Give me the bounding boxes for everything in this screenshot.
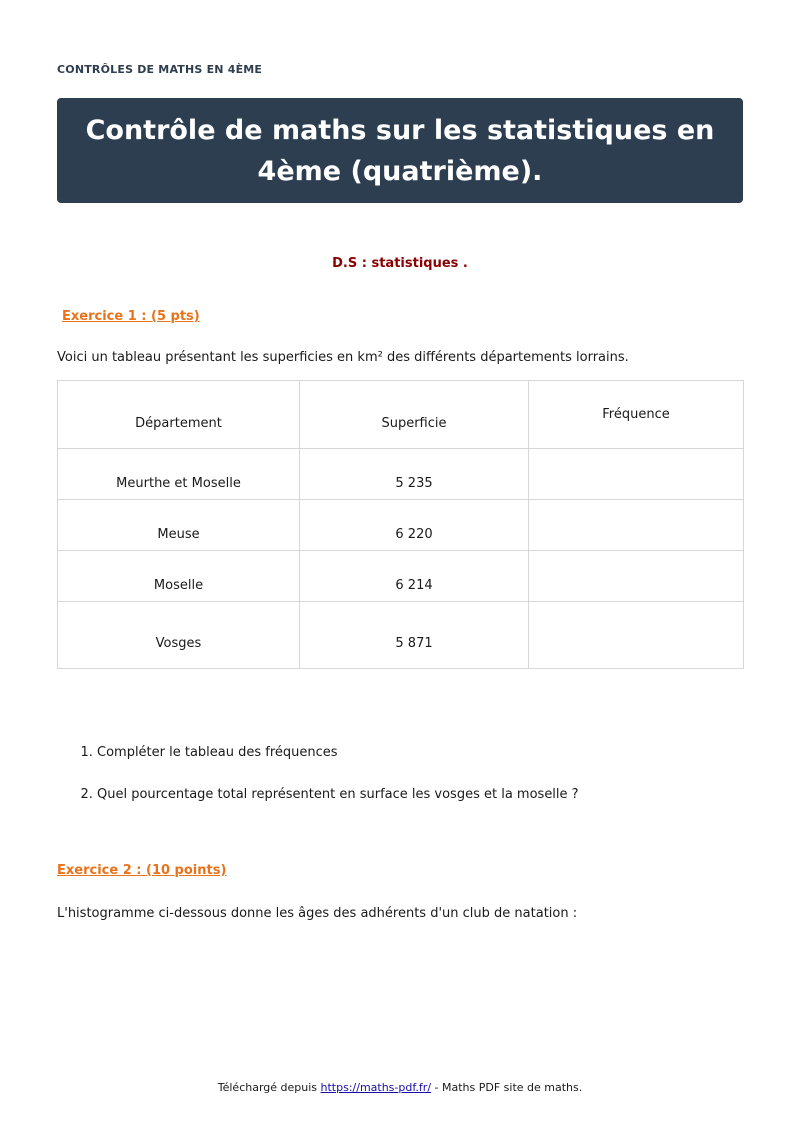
- table-cell-departement: Moselle: [58, 551, 300, 602]
- table-cell-frequence: [529, 551, 744, 602]
- exercise-1-title: Exercice 1 : (5 pts): [62, 309, 200, 324]
- exercise-2-intro: L'histogramme ci-dessous donne les âges des adhérents d'un club de natation :: [57, 906, 578, 921]
- table-header-row: [58, 381, 744, 449]
- table-row: [58, 449, 744, 500]
- table-header-cell: Superficie: [300, 381, 529, 449]
- page-title: Contrôle de maths sur les statistiques en 4ème (quatrième).: [85, 114, 715, 187]
- footer-link[interactable]: https://maths-pdf.fr/: [320, 1081, 432, 1094]
- table-cell-frequence: [529, 602, 744, 669]
- footer-prefix: Téléchargé depuis: [217, 1081, 321, 1094]
- exercise-1-intro: Voici un tableau présentant les superficies en km² des différents départements lorrains.: [57, 350, 629, 365]
- table-row: [58, 551, 744, 602]
- table-cell-departement: Vosges: [58, 602, 300, 669]
- table-cell-superficie: 6 214: [300, 551, 529, 602]
- page-footer: [0, 1081, 800, 1094]
- table-header-cell: Fréquence: [529, 381, 744, 449]
- table-cell-frequence: [529, 500, 744, 551]
- table-cell-superficie: 5 871: [300, 602, 529, 669]
- question-item: 2. Quel pourcentage total représentent en surface les vosges et la moselle ?: [97, 787, 579, 803]
- exercise-2-title: Exercice 2 : (10 points): [57, 863, 227, 878]
- table-cell-superficie: 6 220: [300, 500, 529, 551]
- table-cell-superficie: 5 235: [300, 449, 529, 500]
- section-kicker: CONTRÔLES DE MATHS EN 4ÈME: [57, 63, 263, 76]
- table-row: [58, 500, 744, 551]
- title-banner: [57, 98, 743, 203]
- table-row: [58, 602, 744, 669]
- table-cell-frequence: [529, 449, 744, 500]
- table-cell-departement: Meurthe et Moselle: [58, 449, 300, 500]
- footer-suffix: - Maths PDF site de maths.: [431, 1081, 583, 1094]
- question-list: [57, 745, 579, 829]
- superficie-table: [57, 380, 744, 669]
- table-cell-departement: Meuse: [58, 500, 300, 551]
- table-header-cell: Département: [58, 381, 300, 449]
- test-subtitle: D.S : statistiques .: [332, 256, 468, 271]
- question-item: 1. Compléter le tableau des fréquences: [97, 745, 579, 761]
